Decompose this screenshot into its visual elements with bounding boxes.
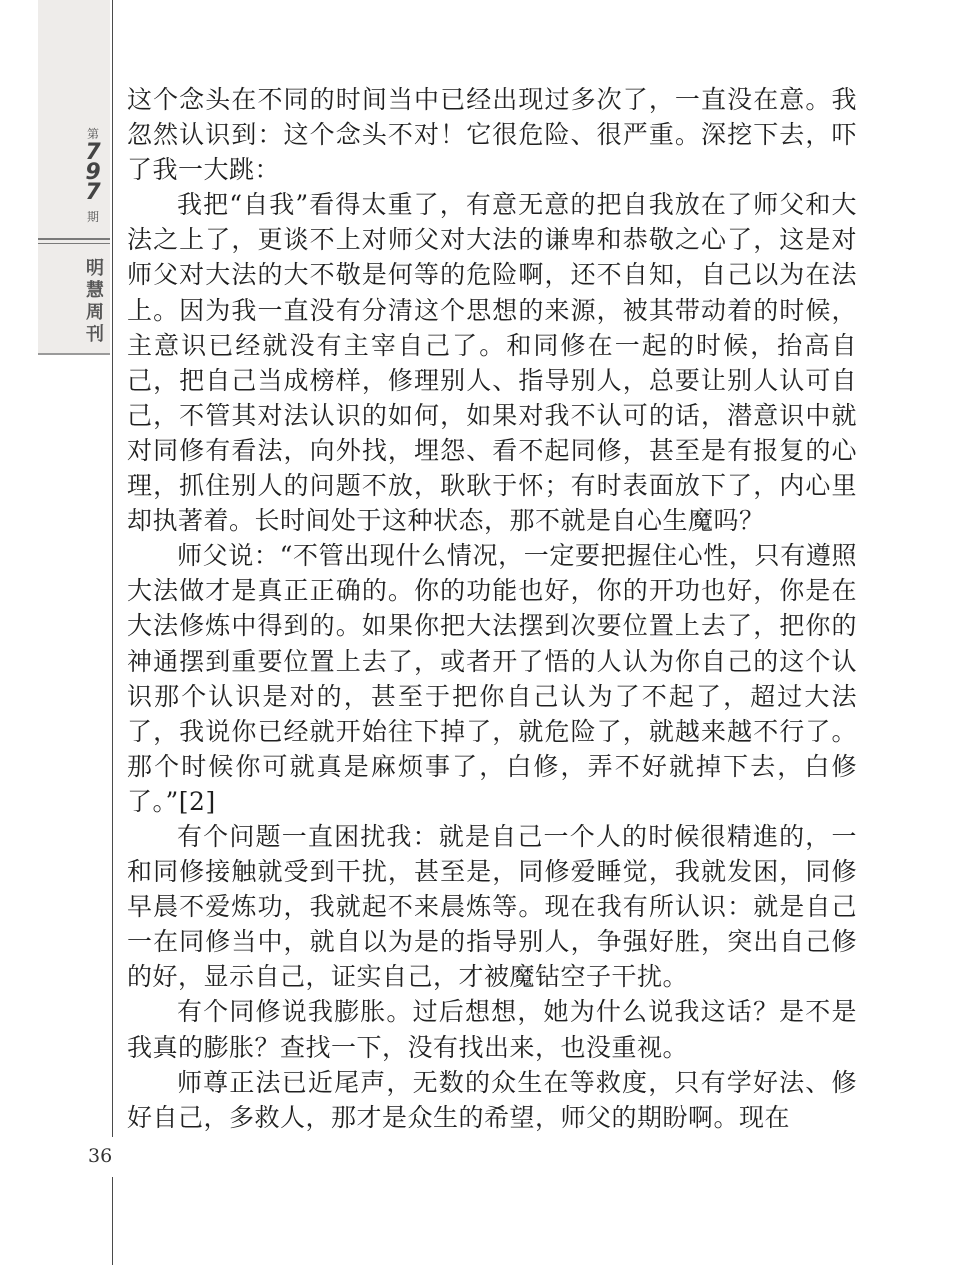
issue-suffix: 期	[86, 210, 99, 224]
page-number: 36	[88, 1145, 113, 1167]
article-body	[127, 82, 857, 1135]
paragraph: 有个同修说我膨胀。过后想想，她为什么说我这话？是不是我真的膨胀？查找一下，没有找出来，也没重视。	[127, 997, 857, 1062]
publication-char: 周	[86, 302, 104, 323]
side-divider-thin	[38, 243, 110, 244]
paragraph: 我把“自我”看得太重了，有意无意的把自我放在了师父和大法之上了，更谈不上对师父对大法的谦卑和恭敬之心了，这是对师父对大法的大不敬是何等的危险啊，还不自知，自己以为在法上。因为我一直没有分清这个思想的来源，被其带动着的时候，主意识已经就没有主宰自己了。和同修在一起的时候，抬高自己，把自己当成榜样，修理别人、指导别人，总要让别人认可自己，不管其对法认识的如何，如果对我不认可的话，潜意识中就对同修有看法，向外找，埋怨、看不起同修，甚至是有报复的心理，抓住别人的问题不放，耿耿于怀；有时表面放下了，内心里却执著着。长时间处于这种状态，那不就是自心生魔吗？	[127, 190, 857, 536]
issue-digit: 7	[85, 180, 101, 205]
publication-char: 慧	[86, 280, 104, 301]
paragraph: 这个念头在不同的时间当中已经出现过多次了，一直没在意。我忽然认识到：这个念头不对！它很危险、很严重。深挖下去，吓了我一大跳：	[127, 85, 857, 185]
publication-char: 刊	[86, 324, 104, 345]
margin-rule	[112, 0, 113, 1265]
paragraph: 有个问题一直困扰我：就是自己一个人的时候很精進的，一和同修接触就受到干扰，甚至是，同修爱睡觉，我就发困，同修早晨不爱炼功，我就起不来晨炼等。现在我有所认识：就是自己一在同修当中，就自以为是的指导别人，争强好胜，突出自己修的好，显示自己，证实自己，才被魔钻空子干扰。	[127, 821, 857, 992]
paragraph: 师尊正法已近尾声，无数的众生在等救度，只有学好法、修好自己，多救人，那才是众生的希望，师父的期盼啊。现在	[127, 1067, 857, 1132]
side-divider	[38, 238, 110, 240]
publication-name	[83, 258, 107, 346]
publication-char: 明	[86, 258, 104, 279]
issue-number	[80, 140, 106, 205]
issue-digit: 7	[85, 140, 101, 165]
paragraph: 师父说：“不管出现什么情况，一定要把握住心性，只有遵照大法做才是真正正确的。你的功能也好，你的开功也好，你是在大法修炼中得到的。如果你把大法摆到次要位置上去了，把你的神通摆到重要位置上去了，或者开了悟的人认为你自己的这个认识那个认识是对的，甚至于把你自己认为了不起了，超过大法了，我说你已经就开始往下掉了，就危险了，就越来越不行了。那个时候你可就真是麻烦事了，白修，弄不好就掉下去，白修了。”[2]	[127, 541, 857, 816]
issue-prefix: 第	[86, 127, 99, 141]
issue-digit: 9	[85, 160, 101, 185]
